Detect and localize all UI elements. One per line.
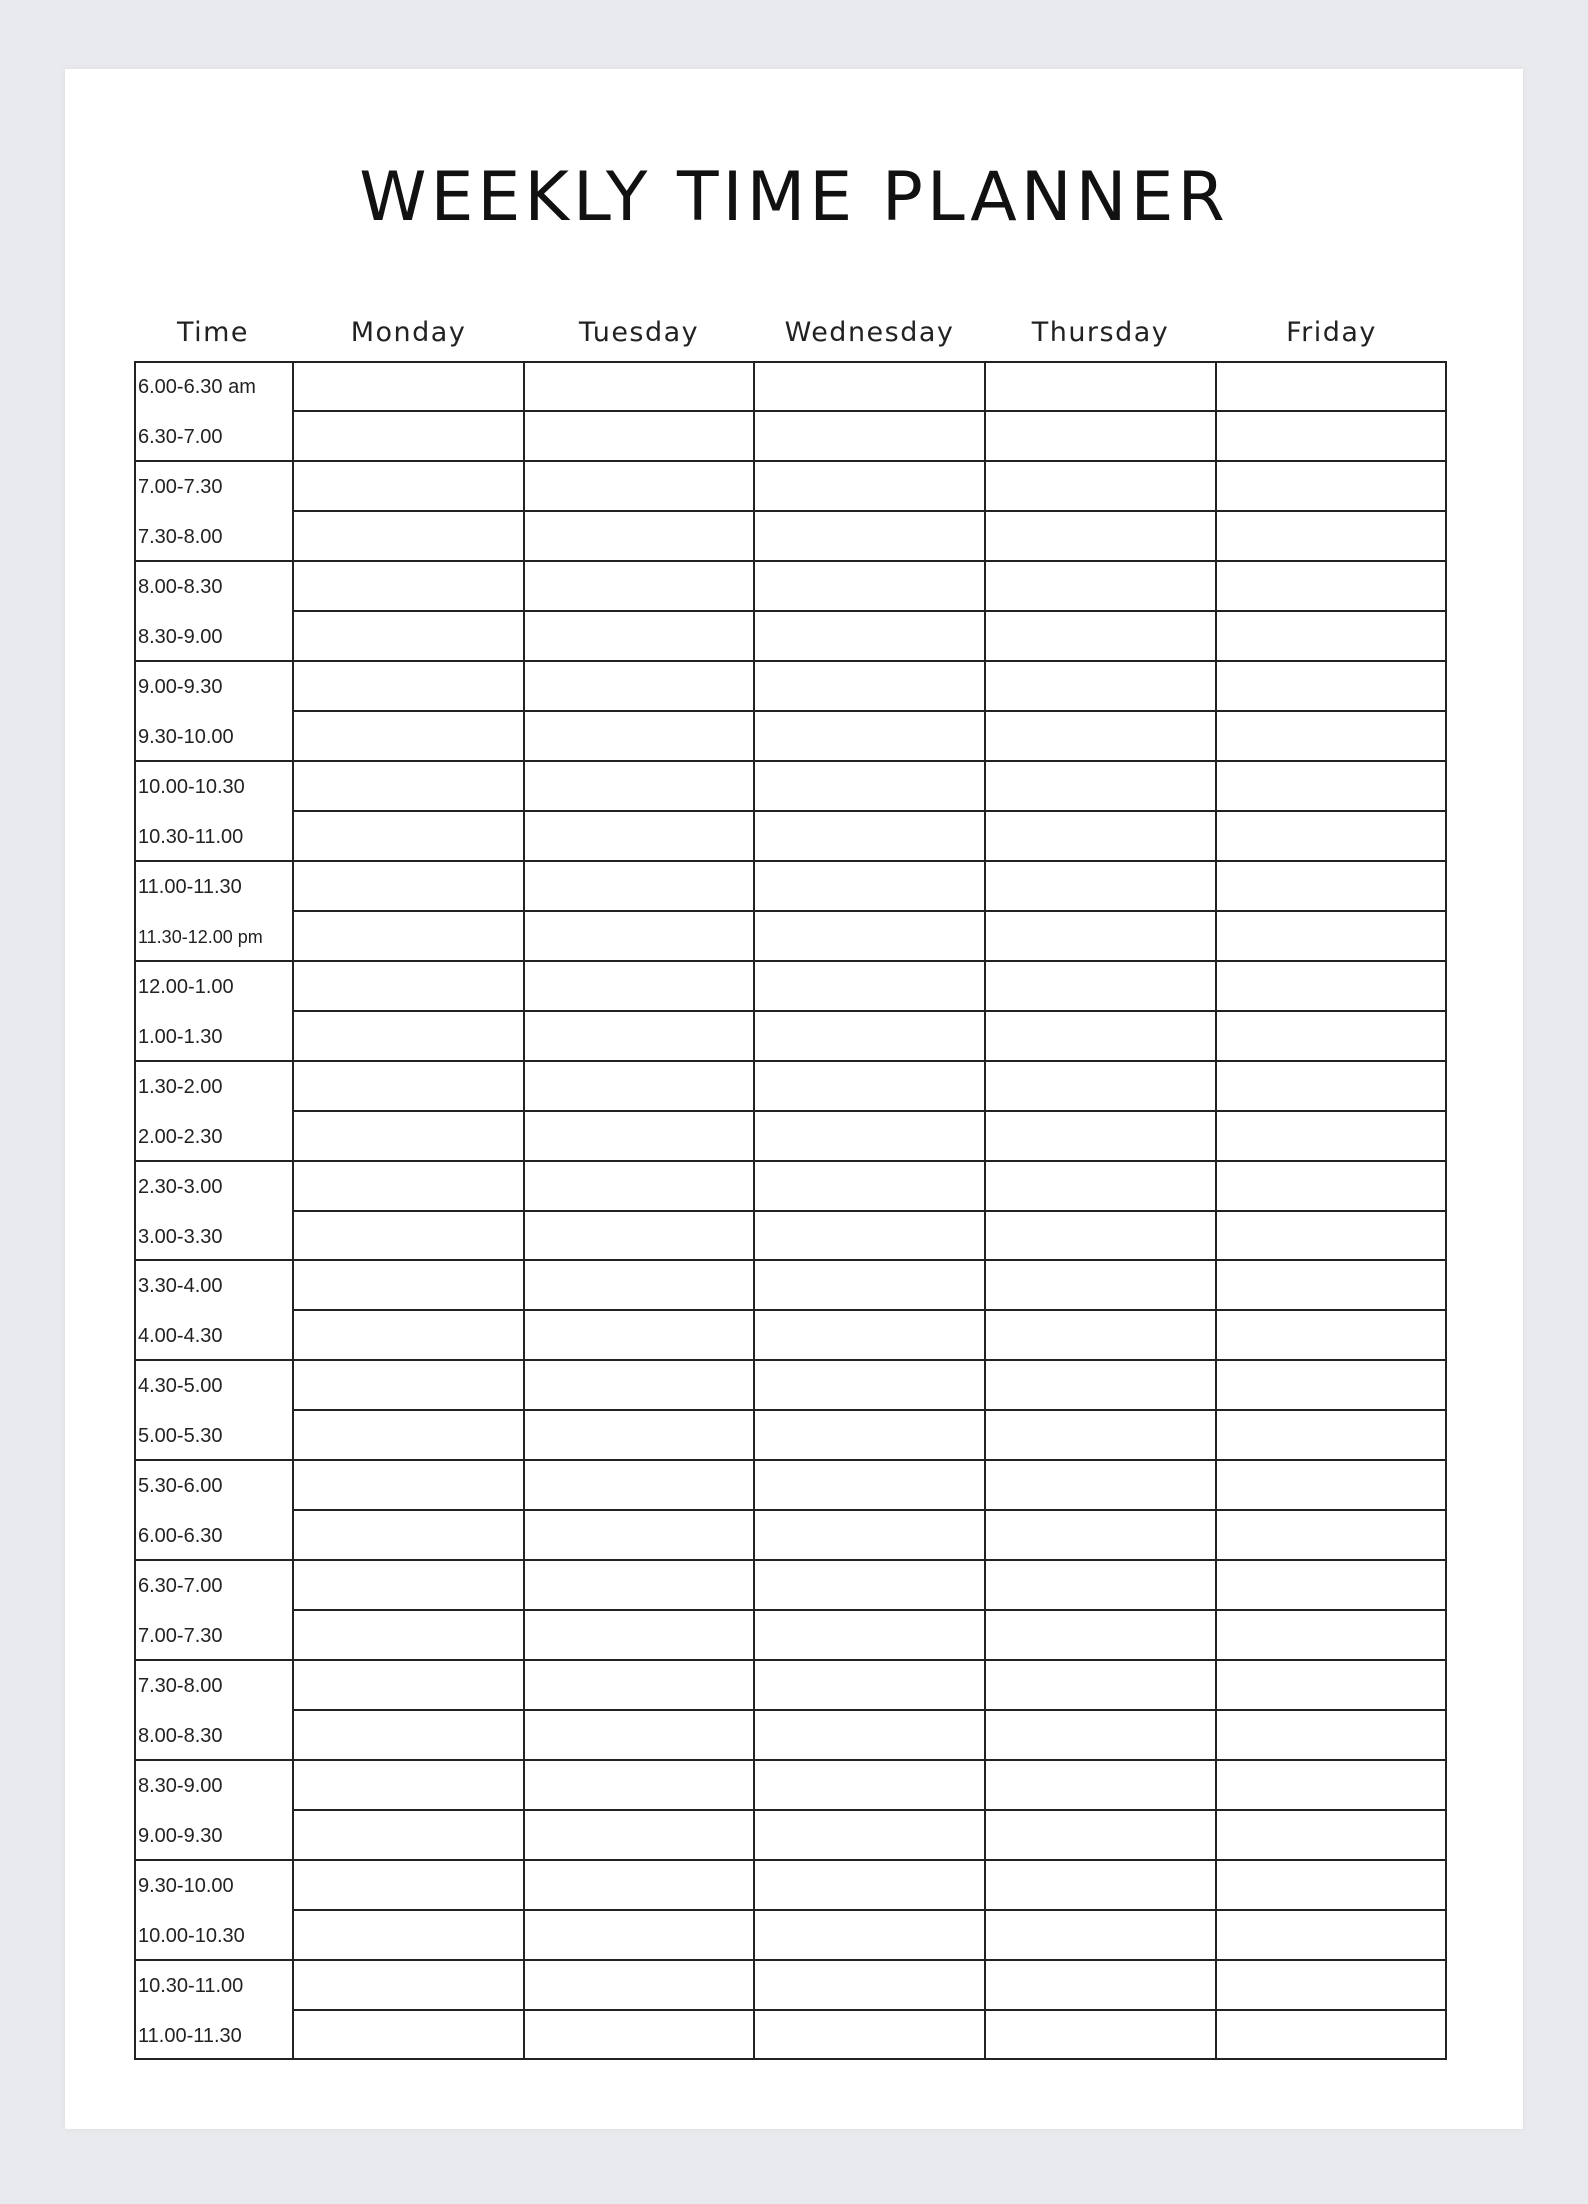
planner-cell[interactable] bbox=[294, 362, 523, 410]
planner-cell[interactable] bbox=[1217, 712, 1446, 760]
time-slot-label: 7.30-8.00 bbox=[138, 525, 223, 548]
planner-cell[interactable] bbox=[986, 412, 1215, 460]
time-slot-label: 12.00-1.00 bbox=[138, 975, 234, 998]
planner-cell[interactable] bbox=[986, 1461, 1215, 1509]
planner-cell[interactable] bbox=[525, 1911, 753, 1959]
planner-cell[interactable] bbox=[525, 1661, 753, 1709]
planner-cell[interactable] bbox=[294, 912, 523, 960]
planner-cell[interactable] bbox=[986, 1611, 1215, 1659]
planner-cell[interactable] bbox=[755, 962, 984, 1010]
time-slot-label: 6.00-6.30 bbox=[138, 1525, 223, 1548]
planner-cell[interactable] bbox=[1217, 1561, 1446, 1609]
time-slot-label: 10.00-10.30 bbox=[138, 775, 245, 798]
planner-cell[interactable] bbox=[294, 1861, 523, 1909]
time-slot-label: 11.00-11.30 bbox=[138, 875, 242, 898]
planner-cell[interactable] bbox=[986, 1661, 1215, 1709]
planner-cell[interactable] bbox=[294, 1811, 523, 1859]
planner-cell[interactable] bbox=[525, 1361, 753, 1409]
planner-cell[interactable] bbox=[525, 712, 753, 760]
planner-cell[interactable] bbox=[525, 362, 753, 410]
header-wednesday: Wednesday bbox=[784, 317, 955, 348]
planner-cell[interactable] bbox=[1217, 1062, 1446, 1110]
planner-cell[interactable] bbox=[986, 1212, 1215, 1260]
planner-cell[interactable] bbox=[986, 712, 1215, 760]
planner-cell[interactable] bbox=[755, 662, 984, 710]
planner-cell[interactable] bbox=[755, 462, 984, 510]
planner-cell[interactable] bbox=[1217, 412, 1446, 460]
planner-cell[interactable] bbox=[755, 1611, 984, 1659]
time-slot-label: 8.00-8.30 bbox=[138, 1725, 223, 1748]
planner-cell[interactable] bbox=[986, 1162, 1215, 1210]
planner-cell[interactable] bbox=[755, 1811, 984, 1859]
planner-cell[interactable] bbox=[755, 562, 984, 610]
planner-cell[interactable] bbox=[1217, 1611, 1446, 1659]
header-time: Time bbox=[176, 317, 250, 348]
planner-cell[interactable] bbox=[755, 862, 984, 910]
planner-cell[interactable] bbox=[525, 1611, 753, 1659]
planner-cell[interactable] bbox=[525, 1461, 753, 1509]
planner-cell[interactable] bbox=[294, 1261, 523, 1309]
planner-cell[interactable] bbox=[525, 1062, 753, 1110]
planner-cell[interactable] bbox=[294, 962, 523, 1010]
time-slot-label: 8.00-8.30 bbox=[138, 575, 223, 598]
time-slot-label: 8.30-9.00 bbox=[138, 625, 223, 648]
planner-cell[interactable] bbox=[525, 1311, 753, 1359]
planner-cell[interactable] bbox=[525, 912, 753, 960]
planner-cell[interactable] bbox=[986, 862, 1215, 910]
planner-cell[interactable] bbox=[986, 1062, 1215, 1110]
planner-cell[interactable] bbox=[525, 962, 753, 1010]
planner-cell[interactable] bbox=[1217, 462, 1446, 510]
planner-cell[interactable] bbox=[1217, 1811, 1446, 1859]
planner-cell[interactable] bbox=[525, 812, 753, 860]
planner-cell[interactable] bbox=[1217, 1761, 1446, 1809]
time-slot-label: 3.30-4.00 bbox=[138, 1275, 223, 1298]
planner-cell[interactable] bbox=[755, 762, 984, 810]
planner-cell[interactable] bbox=[755, 1311, 984, 1359]
planner-cell[interactable] bbox=[294, 462, 523, 510]
planner-cell[interactable] bbox=[986, 462, 1215, 510]
time-slot-label: 10.30-11.00 bbox=[138, 825, 244, 848]
time-slot-label: 6.00-6.30 am bbox=[138, 376, 256, 398]
time-slot-label: 9.00-9.30 bbox=[138, 1825, 223, 1848]
planner-cell[interactable] bbox=[1217, 862, 1446, 910]
planner-cell[interactable] bbox=[1217, 1212, 1446, 1260]
planner-cell[interactable] bbox=[1217, 762, 1446, 810]
planner-cell[interactable] bbox=[525, 412, 753, 460]
planner-cell[interactable] bbox=[294, 1961, 523, 2009]
planner-cell[interactable] bbox=[1217, 1261, 1446, 1309]
time-slot-label: 5.30-6.00 bbox=[138, 1475, 223, 1498]
planner-cell[interactable] bbox=[525, 1561, 753, 1609]
planner-cell[interactable] bbox=[755, 1661, 984, 1709]
planner-cell[interactable] bbox=[755, 1861, 984, 1909]
planner-cell[interactable] bbox=[986, 1711, 1215, 1759]
planner-cell[interactable] bbox=[755, 1361, 984, 1409]
planner-cell[interactable] bbox=[525, 1212, 753, 1260]
planner-cell[interactable] bbox=[294, 1561, 523, 1609]
planner-cell[interactable] bbox=[755, 362, 984, 410]
planner-cell[interactable] bbox=[1217, 962, 1446, 1010]
time-slot-label: 6.30-7.00 bbox=[138, 1575, 223, 1598]
planner-cell[interactable] bbox=[294, 1212, 523, 1260]
planner-cell[interactable] bbox=[294, 712, 523, 760]
planner-cell[interactable] bbox=[755, 1711, 984, 1759]
planner-cell[interactable] bbox=[755, 1062, 984, 1110]
planner-cell[interactable] bbox=[755, 1761, 984, 1809]
planner-cell[interactable] bbox=[294, 1911, 523, 1959]
planner-cell[interactable] bbox=[294, 1661, 523, 1709]
planner-cell[interactable] bbox=[755, 1911, 984, 1959]
planner-cell[interactable] bbox=[525, 562, 753, 610]
planner-cell[interactable] bbox=[986, 962, 1215, 1010]
planner-cell[interactable] bbox=[986, 1112, 1215, 1160]
time-slot-label: 2.30-3.00 bbox=[138, 1175, 223, 1198]
planner-cell[interactable] bbox=[294, 612, 523, 660]
planner-cell[interactable] bbox=[1217, 1511, 1446, 1559]
planner-cell[interactable] bbox=[1217, 912, 1446, 960]
planner-cell[interactable] bbox=[525, 862, 753, 910]
time-slot-label: 1.30-2.00 bbox=[138, 1075, 223, 1098]
planner-cell[interactable] bbox=[525, 762, 753, 810]
planner-cell[interactable] bbox=[1217, 1012, 1446, 1060]
planner-cell[interactable] bbox=[294, 1411, 523, 1459]
planner-cell[interactable] bbox=[294, 762, 523, 810]
planner-cell[interactable] bbox=[1217, 1911, 1446, 1959]
planner-cell[interactable] bbox=[525, 1711, 753, 1759]
planner-cell[interactable] bbox=[294, 1162, 523, 1210]
planner-cell[interactable] bbox=[755, 912, 984, 960]
planner-cell[interactable] bbox=[755, 412, 984, 460]
planner-cell[interactable] bbox=[986, 1012, 1215, 1060]
planner-cell[interactable] bbox=[1217, 812, 1446, 860]
planner-cell[interactable] bbox=[986, 362, 1215, 410]
planner-cell[interactable] bbox=[294, 1511, 523, 1559]
planner-cell[interactable] bbox=[294, 662, 523, 710]
planner-cell[interactable] bbox=[525, 1861, 753, 1909]
planner-cell[interactable] bbox=[525, 1811, 753, 1859]
planner-cell[interactable] bbox=[525, 1511, 753, 1559]
planner-cell[interactable] bbox=[986, 612, 1215, 660]
time-slot-label: 7.00-7.30 bbox=[138, 475, 223, 498]
planner-cell[interactable] bbox=[294, 412, 523, 460]
time-slot-label: 9.30-10.00 bbox=[138, 1875, 234, 1898]
planner-cell[interactable] bbox=[525, 1961, 753, 2009]
planner-cell[interactable] bbox=[525, 612, 753, 660]
planner-cell[interactable] bbox=[525, 1112, 753, 1160]
planner-cell[interactable] bbox=[755, 1012, 984, 1060]
planner-cell[interactable] bbox=[755, 1162, 984, 1210]
time-slot-label: 7.00-7.30 bbox=[138, 1625, 223, 1648]
time-slot-label: 8.30-9.00 bbox=[138, 1775, 223, 1798]
planner-cell[interactable] bbox=[525, 1012, 753, 1060]
planner-cell[interactable] bbox=[755, 1511, 984, 1559]
planner-cell[interactable] bbox=[986, 512, 1215, 560]
planner-cell[interactable] bbox=[525, 1261, 753, 1309]
planner-cell[interactable] bbox=[986, 1811, 1215, 1859]
planner-cell[interactable] bbox=[525, 662, 753, 710]
planner-cell[interactable] bbox=[1217, 1711, 1446, 1759]
planner-cell[interactable] bbox=[755, 1461, 984, 1509]
planner-cell[interactable] bbox=[294, 812, 523, 860]
planner-cell[interactable] bbox=[1217, 1961, 1446, 2009]
planner-cell[interactable] bbox=[755, 712, 984, 760]
planner-cell[interactable] bbox=[525, 1411, 753, 1459]
planner-cell[interactable] bbox=[1217, 1461, 1446, 1509]
planner-cell[interactable] bbox=[986, 1261, 1215, 1309]
planner-cell[interactable] bbox=[294, 1461, 523, 1509]
page-title: WEEKLY TIME PLANNER bbox=[359, 158, 1229, 237]
planner-cell[interactable] bbox=[986, 1561, 1215, 1609]
planner-cell[interactable] bbox=[1217, 1361, 1446, 1409]
planner-cell[interactable] bbox=[755, 2011, 984, 2059]
time-slot-label: 7.30-8.00 bbox=[138, 1675, 223, 1698]
planner-cell[interactable] bbox=[755, 512, 984, 560]
time-slot-label: 4.00-4.30 bbox=[138, 1325, 223, 1348]
header-friday: Friday bbox=[1286, 317, 1377, 348]
header-tuesday: Tuesday bbox=[578, 317, 700, 348]
planner-cell[interactable] bbox=[525, 1162, 753, 1210]
planner-cell[interactable] bbox=[1217, 612, 1446, 660]
planner-cell[interactable] bbox=[986, 562, 1215, 610]
planner-cell[interactable] bbox=[1217, 362, 1446, 410]
planner-cell[interactable] bbox=[294, 1711, 523, 1759]
planner-cell[interactable] bbox=[755, 812, 984, 860]
time-slot-label: 4.30-5.00 bbox=[138, 1375, 223, 1398]
planner-cell[interactable] bbox=[1217, 1411, 1446, 1459]
planner-cell[interactable] bbox=[755, 1411, 984, 1459]
planner-cell[interactable] bbox=[1217, 662, 1446, 710]
time-slot-label: 10.00-10.30 bbox=[138, 1925, 245, 1948]
planner-cell[interactable] bbox=[755, 1112, 984, 1160]
time-slot-label: 11.00-11.30 bbox=[138, 2025, 242, 2048]
planner-cell[interactable] bbox=[755, 1212, 984, 1260]
planner-cell[interactable] bbox=[755, 1561, 984, 1609]
planner-cell[interactable] bbox=[986, 1761, 1215, 1809]
planner-cell[interactable] bbox=[525, 512, 753, 560]
planner-cell[interactable] bbox=[986, 1511, 1215, 1559]
planner-cell[interactable] bbox=[986, 1961, 1215, 2009]
time-slot-label: 3.00-3.30 bbox=[138, 1225, 223, 1248]
planner-cell[interactable] bbox=[525, 1761, 753, 1809]
header-monday: Monday bbox=[350, 317, 467, 348]
time-slot-label: 5.00-5.30 bbox=[138, 1425, 223, 1448]
planner-cell[interactable] bbox=[986, 1911, 1215, 1959]
planner-cell[interactable] bbox=[525, 2011, 753, 2059]
time-slot-label: 9.00-9.30 bbox=[138, 675, 223, 698]
planner-cell[interactable] bbox=[1217, 562, 1446, 610]
planner-cell[interactable] bbox=[755, 1961, 984, 2009]
planner-cell[interactable] bbox=[755, 612, 984, 660]
planner-cell[interactable] bbox=[986, 1411, 1215, 1459]
planner-cell[interactable] bbox=[294, 1611, 523, 1659]
planner-cell[interactable] bbox=[1217, 1162, 1446, 1210]
planner-cell[interactable] bbox=[294, 562, 523, 610]
planner-cell[interactable] bbox=[986, 912, 1215, 960]
planner-cell[interactable] bbox=[1217, 1661, 1446, 1709]
header-thursday: Thursday bbox=[1031, 317, 1170, 348]
planner-cell[interactable] bbox=[986, 812, 1215, 860]
planner-cell[interactable] bbox=[1217, 1311, 1446, 1359]
planner-cell[interactable] bbox=[294, 1761, 523, 1809]
planner-cell[interactable] bbox=[986, 1311, 1215, 1359]
planner-cell[interactable] bbox=[294, 862, 523, 910]
time-slot-label: 2.00-2.30 bbox=[138, 1125, 223, 1148]
planner-cell[interactable] bbox=[294, 1311, 523, 1359]
planner-cell[interactable] bbox=[1217, 1112, 1446, 1160]
time-slot-label: 10.30-11.00 bbox=[138, 1975, 244, 1998]
planner-cell[interactable] bbox=[525, 462, 753, 510]
planner-cell[interactable] bbox=[755, 1261, 984, 1309]
planner-cell[interactable] bbox=[986, 2011, 1215, 2059]
planner-cell[interactable] bbox=[294, 1112, 523, 1160]
planner-cell[interactable] bbox=[986, 1861, 1215, 1909]
planner-cell[interactable] bbox=[294, 1361, 523, 1409]
planner-cell[interactable] bbox=[986, 1361, 1215, 1409]
time-slot-label: 6.30-7.00 bbox=[138, 425, 223, 448]
planner-cell[interactable] bbox=[294, 1012, 523, 1060]
planner-cell[interactable] bbox=[1217, 1861, 1446, 1909]
planner-cell[interactable] bbox=[986, 762, 1215, 810]
planner-cell[interactable] bbox=[294, 2011, 523, 2059]
time-slot-label: 9.30-10.00 bbox=[138, 725, 234, 748]
time-slot-label: 11.30-12.00 pm bbox=[138, 926, 263, 947]
planner-cell[interactable] bbox=[1217, 512, 1446, 560]
planner-cell[interactable] bbox=[294, 512, 523, 560]
planner-cell[interactable] bbox=[986, 662, 1215, 710]
planner-cell[interactable] bbox=[294, 1062, 523, 1110]
time-slot-label: 1.00-1.30 bbox=[138, 1025, 223, 1048]
planner-cell[interactable] bbox=[1217, 2011, 1446, 2059]
